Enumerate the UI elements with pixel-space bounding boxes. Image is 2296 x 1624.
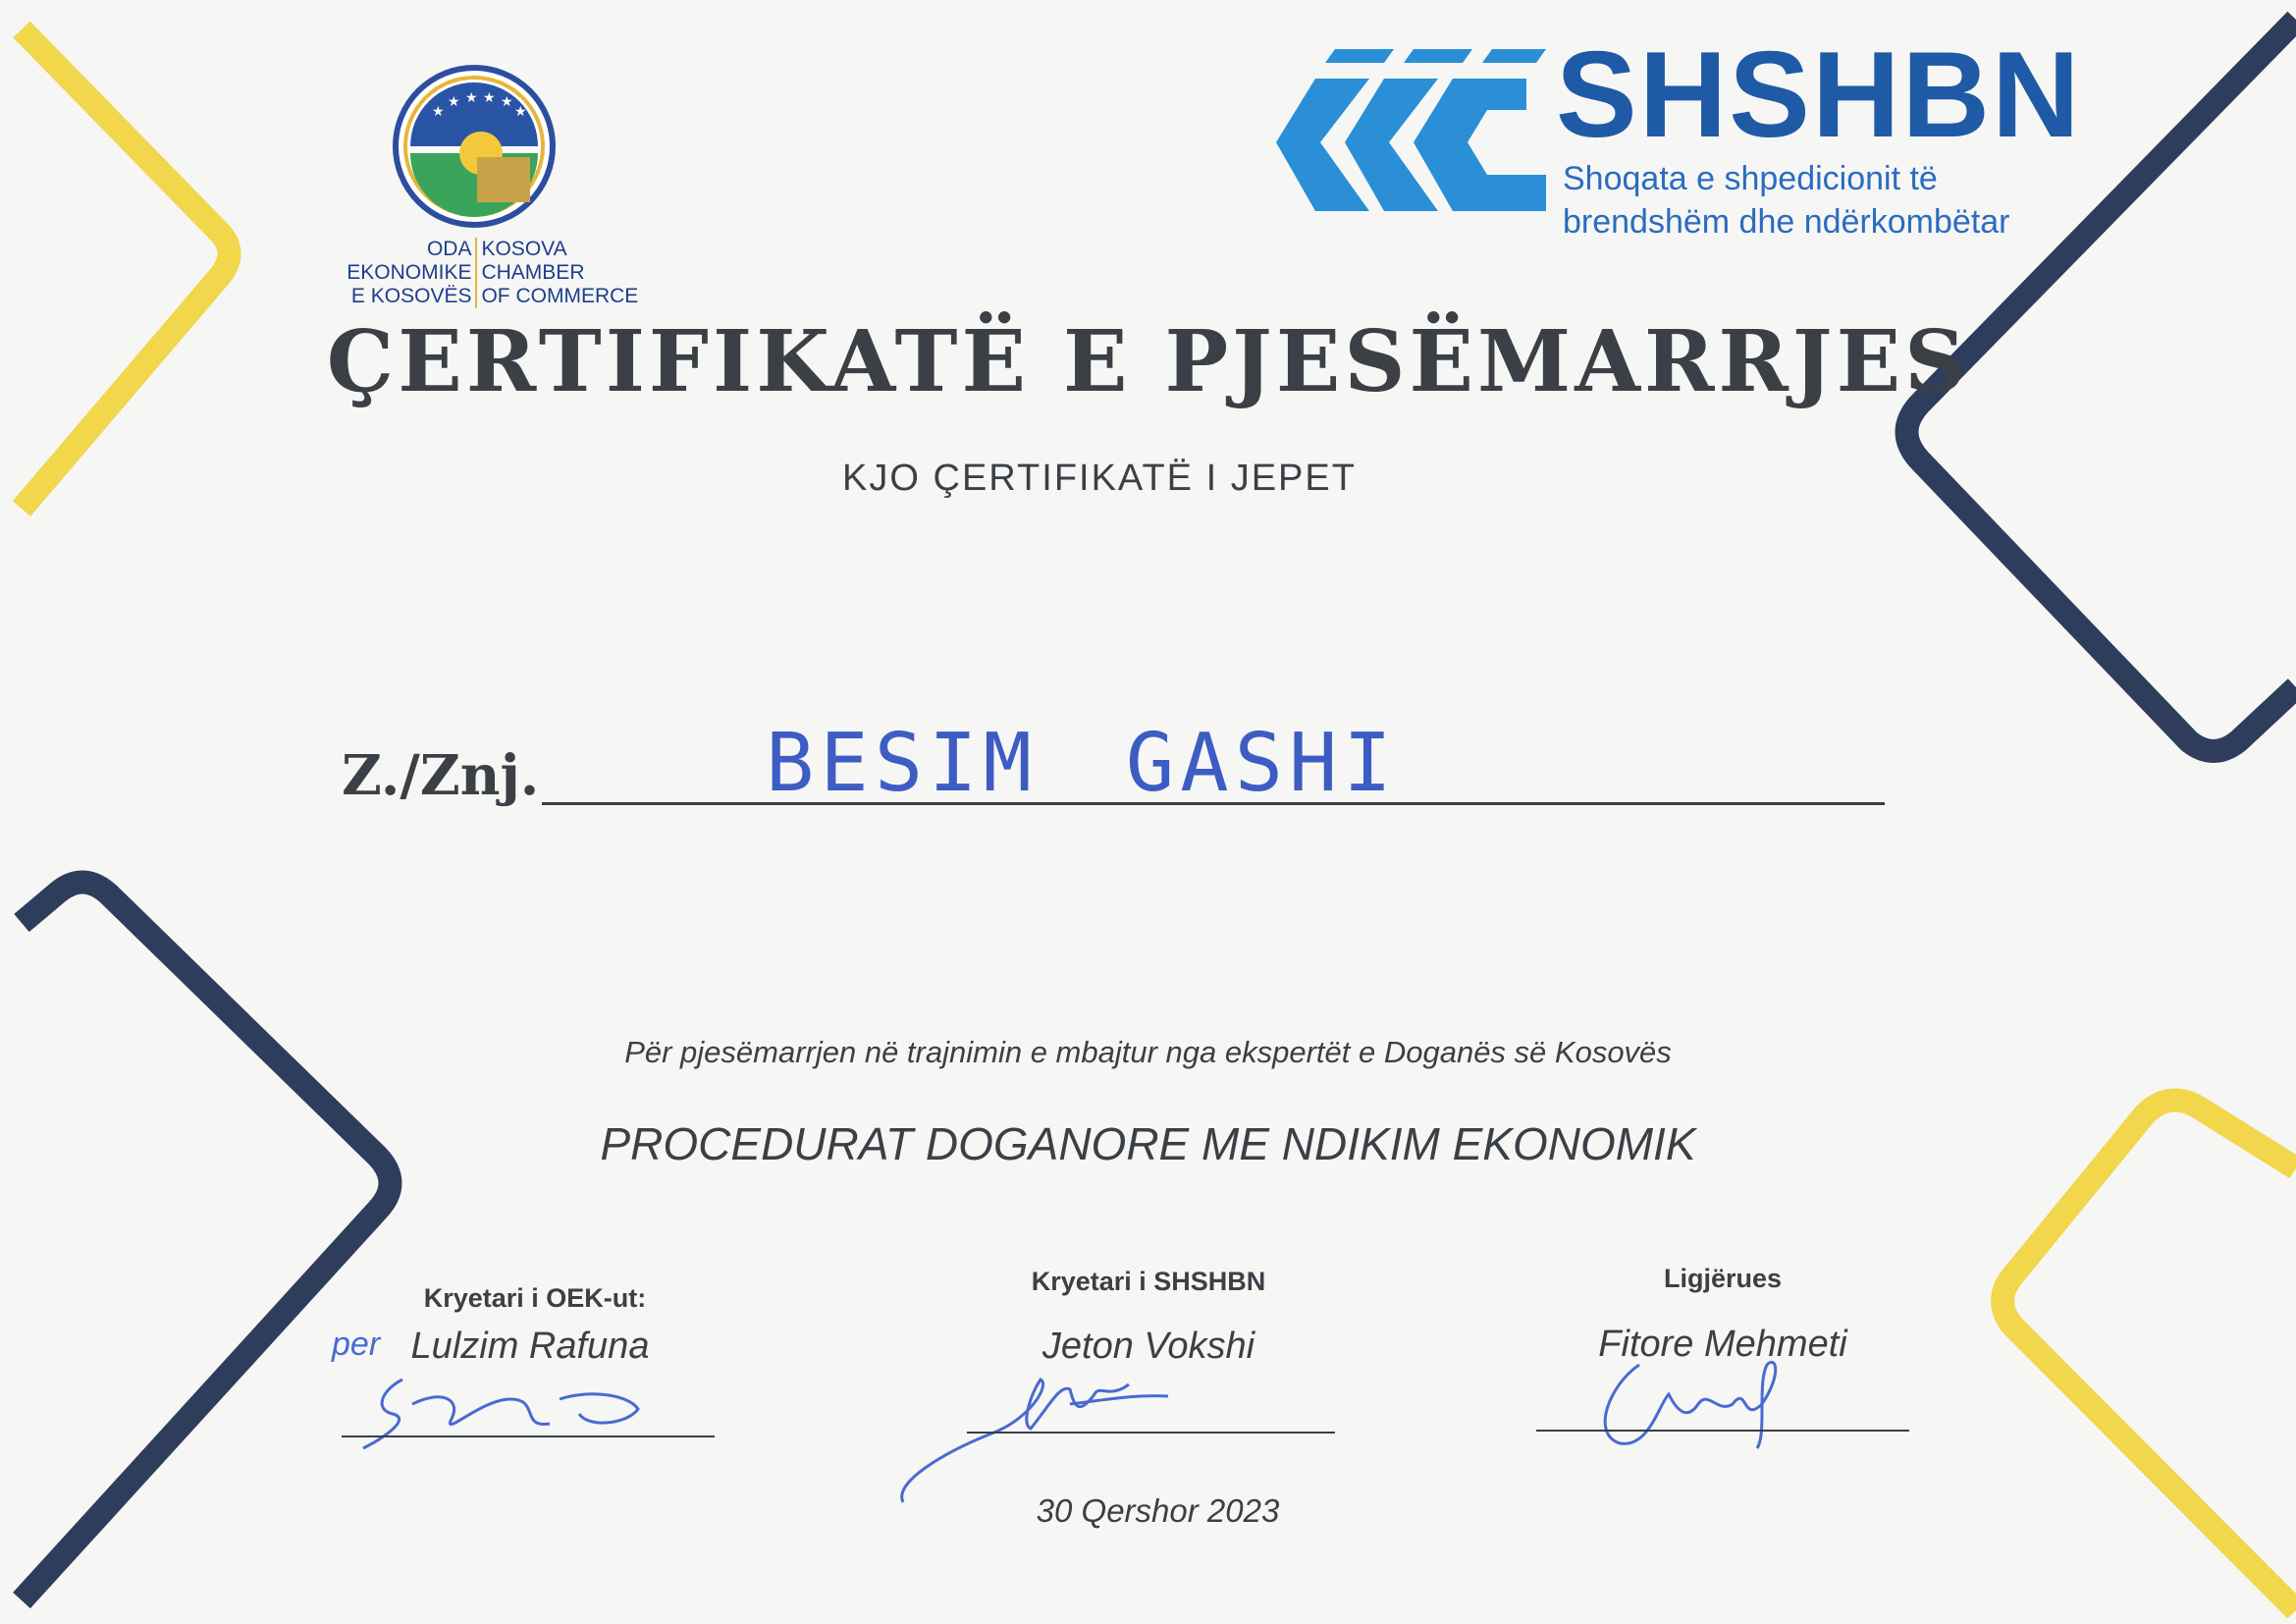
signatory-1-signature-icon	[344, 1370, 677, 1458]
certificate-subtitle: KJO ÇERTIFIKATË I JEPET	[842, 458, 1357, 499]
shshbn-logo-icon	[1276, 49, 1551, 236]
certificate-date: 30 Qershor 2023	[1036, 1492, 1280, 1529]
signatory-3-line	[1536, 1430, 1909, 1432]
signatory-3-signature-icon	[1571, 1345, 1826, 1463]
signatory-1-name: Lulzim Rafuna	[410, 1326, 650, 1367]
chamber-left-line1: ODA EKONOMIKE	[294, 238, 476, 285]
svg-text:★: ★	[501, 94, 513, 110]
recipient-first-name: BESIM	[766, 717, 1038, 810]
signatory-2-role: Kryetari i SHSHBN	[1031, 1267, 1266, 1296]
course-title: PROCEDURAT DOGANORE ME NDIKIM EKONOMIK	[600, 1118, 1696, 1169]
recipient-last-name: GASHI	[1125, 717, 1398, 810]
signatory-2-name: Jeton Vokshi	[1041, 1326, 1255, 1367]
yellow-chevron-bottom-right	[2002, 1100, 2296, 1610]
signatory-2-signature-icon	[883, 1365, 1198, 1512]
yellow-chevron-top-left	[22, 29, 230, 509]
svg-text:★: ★	[465, 90, 478, 106]
certificate-title: ÇERTIFIKATË E PJESËMARRJES	[326, 312, 1970, 411]
signatory-1-role: Kryetari i OEK-ut:	[423, 1283, 647, 1313]
signatory-1-line	[342, 1435, 715, 1437]
signatory-3-name: Fitore Mehmeti	[1598, 1324, 1847, 1365]
chamber-right-line2: OF COMMERCE	[481, 285, 639, 307]
training-description: Për pjesëmarrjen në trajnimin e mbajtur nga ekspertët e Doganës së Kosovës	[624, 1035, 1672, 1069]
svg-text:★: ★	[483, 90, 496, 106]
shshbn-tagline	[1563, 157, 2010, 244]
chamber-right-line1: KOSOVA CHAMBER	[481, 238, 585, 284]
chamber-emblem-icon	[391, 63, 558, 230]
svg-text:★: ★	[514, 104, 527, 120]
signatory-1-prefix: per	[332, 1326, 381, 1363]
signatory-3-role: Ligjërues	[1663, 1264, 1783, 1293]
shshbn-tagline-line1: Shoqata e shpedicionit të	[1563, 160, 1938, 197]
signatory-2-line	[967, 1432, 1335, 1434]
recipient-name	[766, 717, 1398, 810]
shshbn-tagline-line2: brendshëm dhe ndërkombëtar	[1563, 203, 2010, 241]
svg-text:★: ★	[432, 104, 445, 120]
shshbn-brand: SHSHBN	[1556, 27, 2082, 163]
svg-text:★: ★	[448, 94, 460, 110]
chamber-logo-text	[294, 238, 677, 308]
chamber-left-line2: E KOSOVËS	[294, 285, 476, 308]
recipient-label: Z./Znj.	[342, 743, 540, 808]
